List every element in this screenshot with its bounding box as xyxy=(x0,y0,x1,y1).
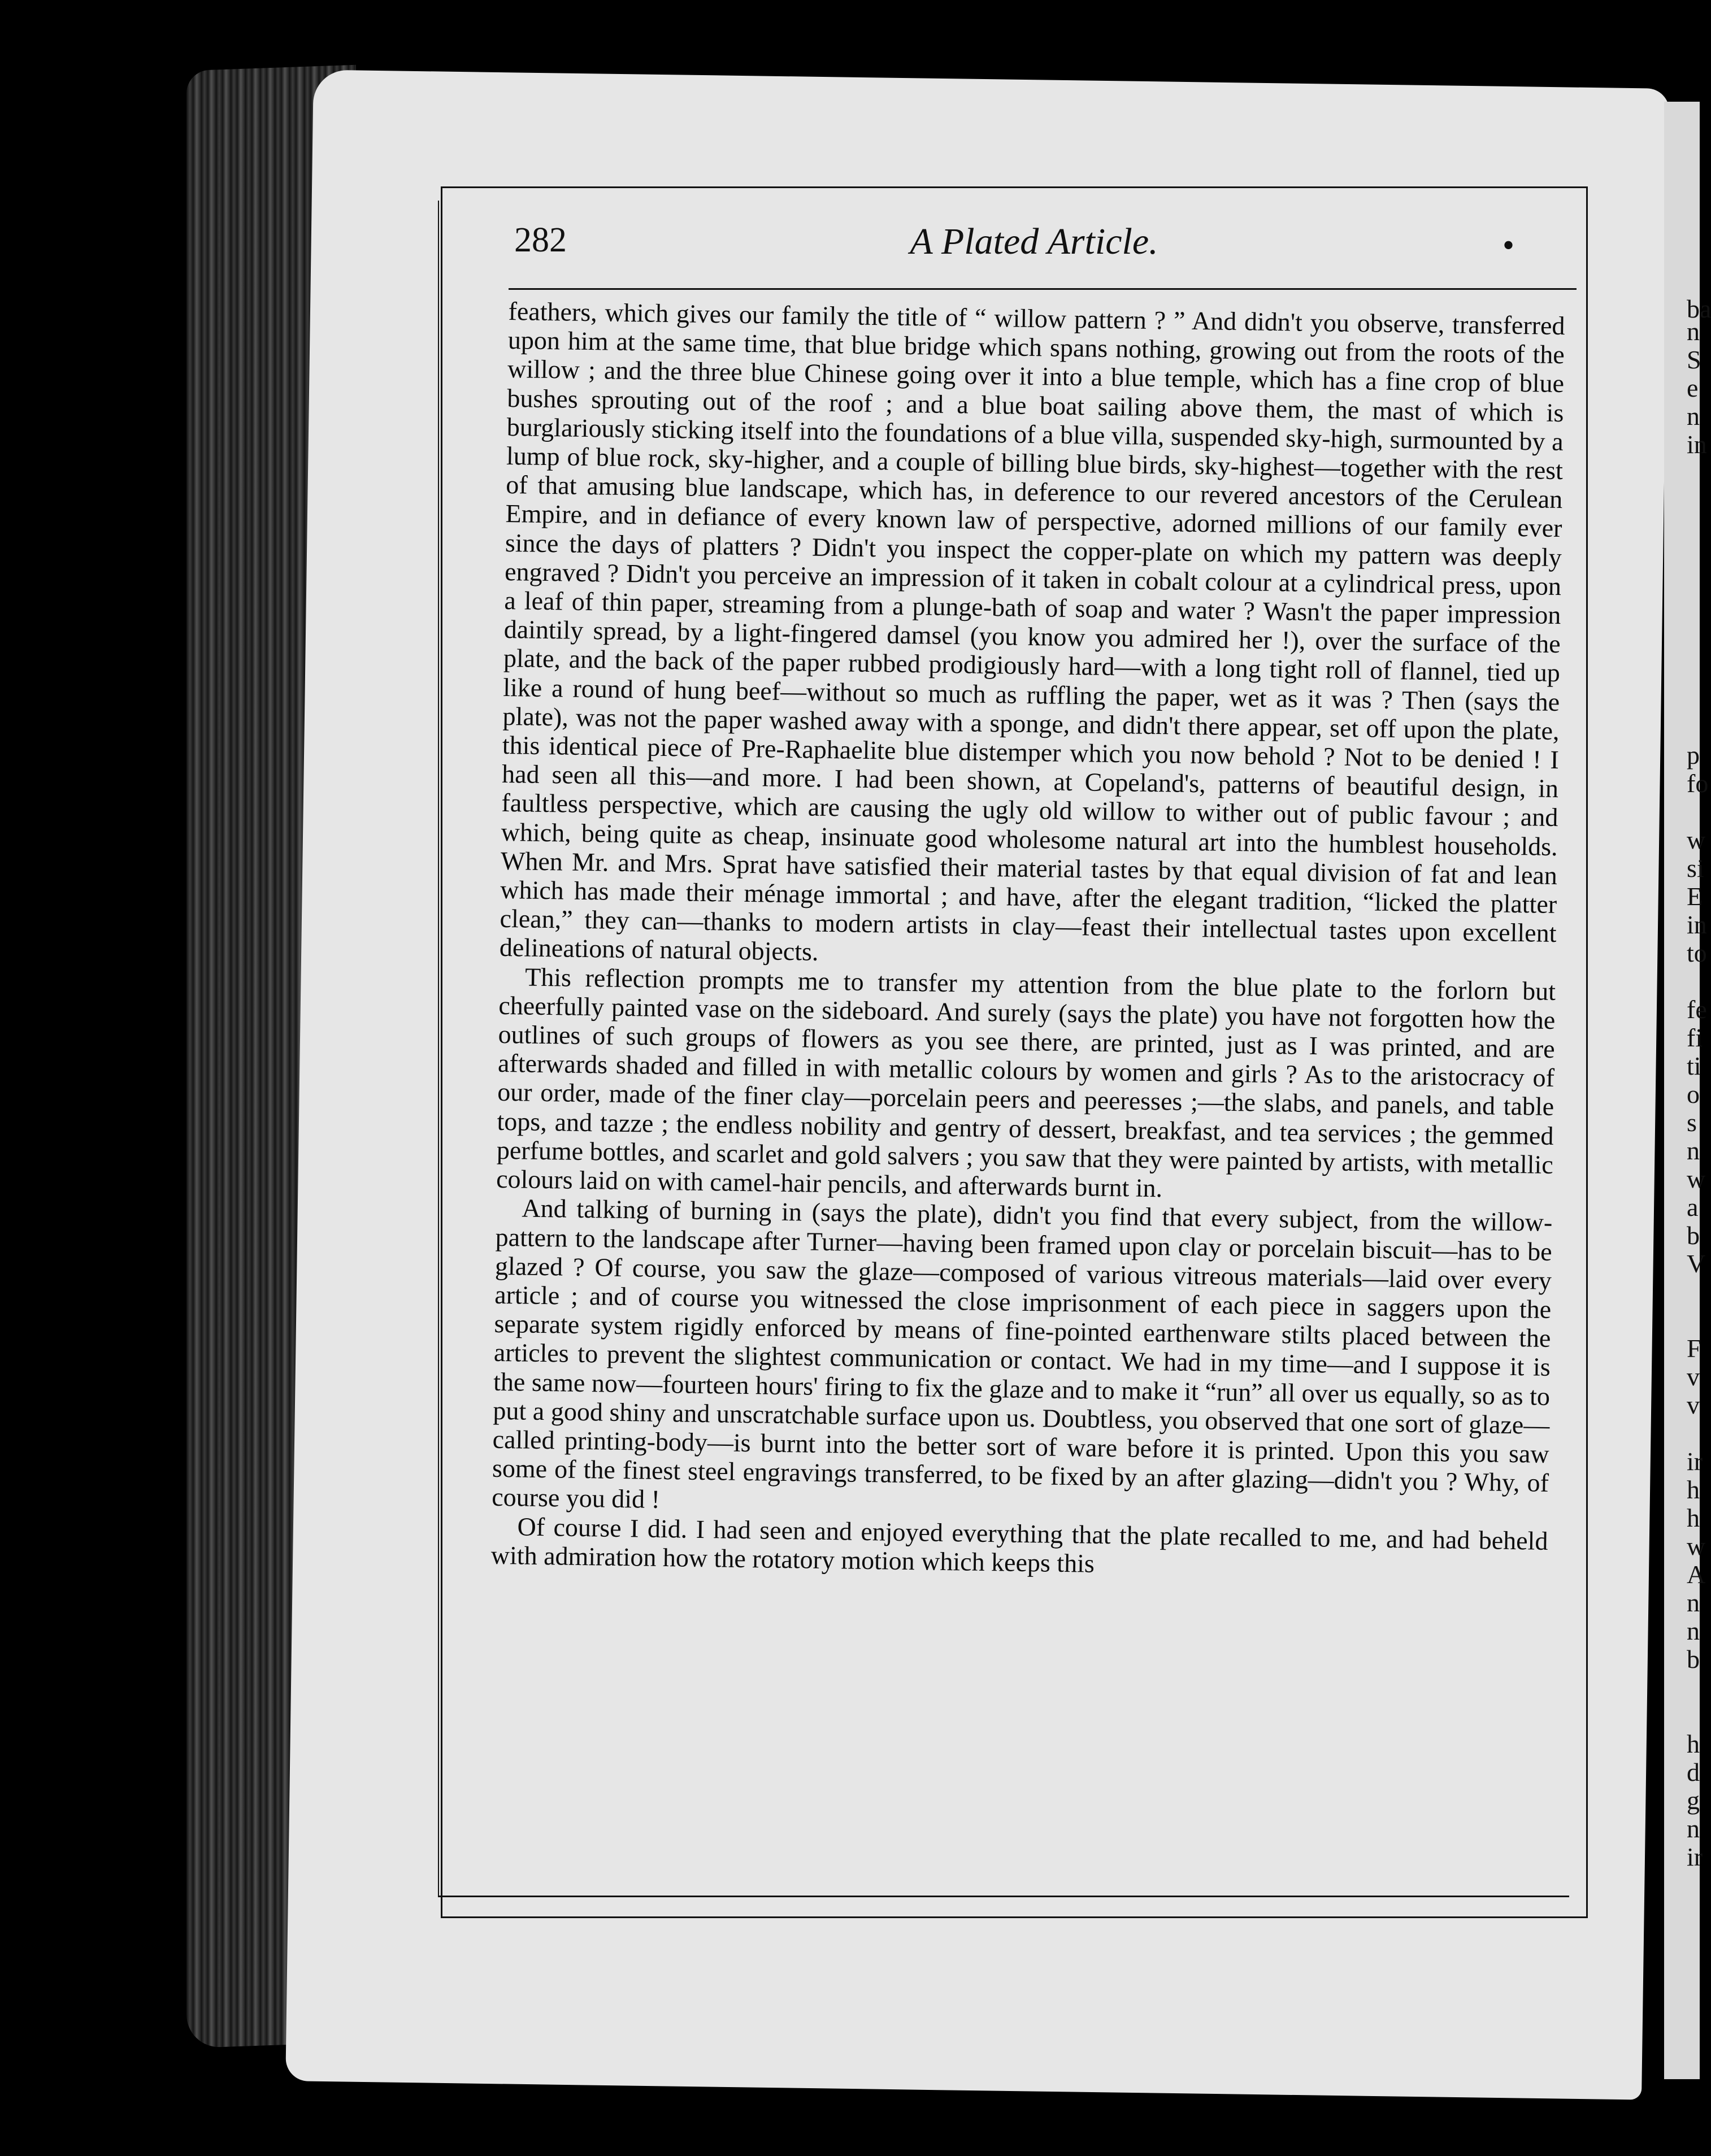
facing-page-fragment: s xyxy=(1687,1108,1697,1137)
facing-page-fragment: fi xyxy=(1687,1023,1703,1052)
facing-page-fragment: g xyxy=(1687,1786,1700,1815)
facing-page-fragment: w xyxy=(1687,1164,1706,1193)
facing-page-fragment: A xyxy=(1687,1560,1706,1589)
facing-page-fragment: b xyxy=(1687,1645,1700,1673)
facing-page-fragment: h xyxy=(1687,1503,1700,1532)
running-title: A Plated Article. xyxy=(910,221,1158,262)
facing-page-fragment: si xyxy=(1687,854,1704,883)
facing-page-fragment: w xyxy=(1687,825,1706,854)
facing-page-fragment: to xyxy=(1687,938,1707,967)
head-rule xyxy=(509,288,1577,290)
facing-page-fragment: in xyxy=(1687,910,1707,939)
facing-page-fragment: ti xyxy=(1687,1051,1701,1080)
facing-page-fragment: S xyxy=(1687,345,1701,374)
facing-page-fragment: o xyxy=(1687,1080,1700,1109)
paragraph: feathers, which gives our family the title of “ willow pattern ? ” And didn't you observe, transferred upon him at the same time, that blue bridge which spans nothing, growing out from the roots of the willow ; and the three blue Chinese going over it into a blue temple, which has a fine crop of blue bushes sprouting out of the roof ; and a blue boat sailing above them, the mast of which is burglariously sticking itself into the foundations of a blue villa, suspended sky-high, surmounted by a lump of blue rock, sky-higher, and a couple of billing blue birds, sky-highest—together with the rest of that amusing blue landscape, which has, in deference to our revered ancestors of the Cerulean Empire, and in defiance of every known law of perspective, adorned millions of our family ever since the days of platters ? Didn't you inspect the copper-plate on which my pattern was deeply engraved ? Didn't you perceive an impression of it taken in cobalt colour at a cylindrical press, upon a leaf of thin paper, streaming from a plunge-bath of soap and water ? Wasn't the paper impression daintily spread, by a light-fingered damsel (you know you admired her !), over the surface of the plate, and the back of the paper rubbed prodigiously hard—with a long tight roll of flannel, tied up like a round of hung beef—without so much as ruffling the paper, wet as it was ? Then (says the plate), was not the paper washed away with a sponge, and didn't there appear, set off upon the plate, this identical piece of Pre-Raphaelite blue distemper which you now behold ? Not to be denied ! I had seen all this—and more. I had been shown, at Copeland's, patterns of beautiful design, in faultless perspective, which are causing the ugly old willow to wither out of public favour ; and which, being quite as cheap, insinuate good wholesome natural art into the humblest households. When Mr. and Mrs. Sprat have satisfied their material tastes by that equal division of fat and lean which has made their ménage immortal ; and have, after the elegant tradition, “licked the platter clean,” they can—thanks to modern artists in clay—feast their intellectual tastes upon excellent delineations of natural objects. xyxy=(499,297,1565,967)
facing-page-fragment: F xyxy=(1687,1334,1701,1363)
paragraph: And talking of burning in (says the plate), didn't you find that every subject, from the willow-pattern to the landscape after Turner—having been framed upon clay or porcelain biscuit—has to be glazed ? Of course, you saw the glaze—composed of various vitreous materials—laid over every article ; and of course you witnessed the close imprisonment of each piece in saggers upon the separate system rigidly enforced by means of fine-pointed earthenware stilts placed between the articles to prevent the slightest communication or contact. We had in my time—and I suppose it is the same now—fourteen hours' firing to fix the glaze and to make it “run” all over us equally, so as to put a good shiny and unscratchable surface upon us. Doubtless, you observed that one sort of glaze—called printing-body—is burnt into the better sort of ware before it is printed. Upon this you saw some of the finest steel engravings transferred, to be fixed by an after glazing—didn't you ? Why, of course you did ! xyxy=(491,1193,1553,1514)
facing-page-fragment: e xyxy=(1687,373,1699,402)
facing-page-fragment: n xyxy=(1687,1588,1700,1617)
head-ornament: • xyxy=(1502,227,1514,264)
facing-page-fragment: ir xyxy=(1687,1842,1703,1871)
facing-page-fragment: fe xyxy=(1687,995,1707,1024)
facing-page-fragment: n xyxy=(1687,1136,1700,1165)
facing-page-fragment: d xyxy=(1687,1758,1700,1786)
facing-page-fragment: fo xyxy=(1687,769,1709,798)
paragraph: Of course I did. I had seen and enjoyed everything that the plate recalled to me, and had beheld with admiration how the rotatory motion which keeps this xyxy=(490,1511,1548,1578)
facing-page-fragment: h xyxy=(1687,1475,1700,1504)
facing-page-fragment: ir xyxy=(1687,1447,1703,1476)
body-text xyxy=(491,297,1565,1584)
facing-page-fragment: n xyxy=(1687,1616,1700,1645)
facing-page-fragment: n xyxy=(1687,402,1700,431)
facing-page-fragment: V xyxy=(1687,1249,1706,1278)
facing-page-fragment: p xyxy=(1687,741,1700,770)
facing-page-fragment: n xyxy=(1687,1814,1700,1843)
facing-page-fragment: v xyxy=(1687,1362,1700,1391)
facing-page-fragment: ba xyxy=(1687,294,1711,323)
facing-page-fragment: a xyxy=(1687,1193,1699,1222)
facing-page-fragment: E xyxy=(1687,882,1703,911)
facing-page-fragment: in xyxy=(1687,430,1707,459)
page-number: 282 xyxy=(514,221,567,259)
facing-page-fragment: n xyxy=(1687,317,1700,346)
facing-page-fragment: v xyxy=(1687,1390,1700,1419)
running-head xyxy=(514,215,1554,282)
facing-page-fragment: w xyxy=(1687,1532,1706,1561)
facing-page-fragment: h xyxy=(1687,1729,1700,1758)
paragraph: This reflection prompts me to transfer my attention from the blue plate to the forlorn but cheerfully painted vase on the sideboard. And surely (says the plate) you have not forgotten how the outlines of such groups of flowers as you see there, are printed, just as I was printed, and are afterwards shaded and filled in with metallic colours by women and girls ? As to the aristocracy of our order, made of the finer clay—porcelain peers and peeresses ;—the slabs, and panels, and table tops, and tazze ; the endless nobility and gentry of dessert, breakfast, and tea services ; the gemmed perfume bottles, and scarlet and gold salvers ; you saw that they were painted by artists, with metallic colours laid on with camel-hair pencils, and afterwards burnt in. xyxy=(496,962,1556,1203)
facing-page-fragment: b xyxy=(1687,1221,1700,1250)
